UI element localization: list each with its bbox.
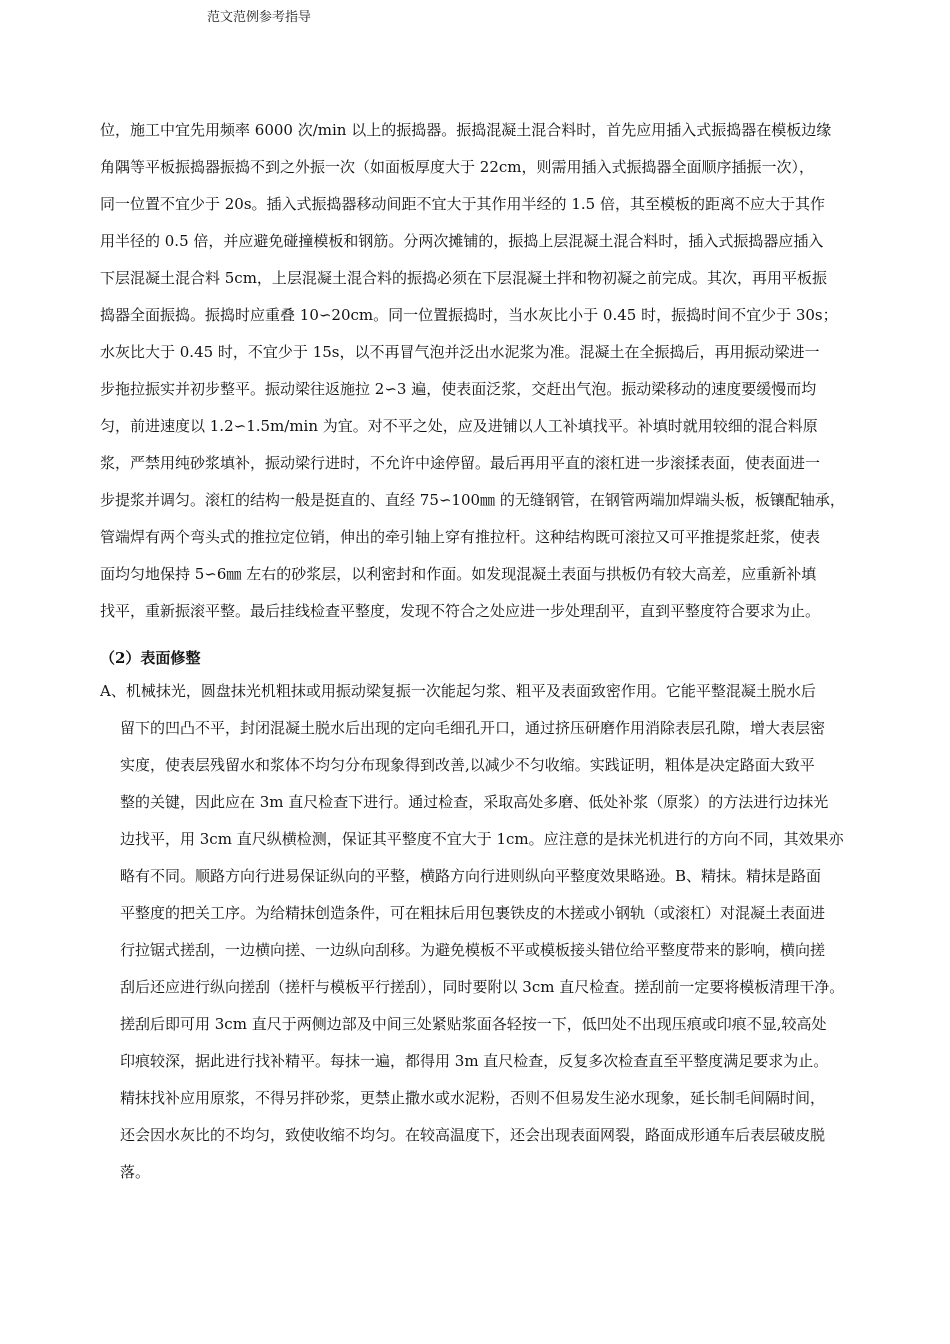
text-line: 找平，重新振滚平整。最后挂线检查平整度，发现不符合之处应进一步处理刮平，直到平整度符合要求为止。	[100, 602, 821, 620]
text-line: 平整度的把关工序。为给精抹创造条件，可在粗抹后用包裹铁皮的木搓或小钢轨（或滚杠）对混凝土表面进	[120, 904, 826, 922]
text-line: 精抹找补应用原浆，不得另拌砂浆，更禁止撒水或水泥粉，否则不但易发生泌水现象，延长制毛间隔时间，	[120, 1089, 826, 1107]
text-line: 还会因水灰比的不均匀，致使收缩不均匀。在较高温度下，还会出现表面网裂，路面成形通车后表层破皮脱	[120, 1126, 826, 1144]
text-line: 水灰比大于 0.45 时，不宜少于 15s，以不再冒气泡并泛出水泥浆为准。混凝土在全振捣后，再用振动梁进一	[100, 343, 820, 361]
section-heading: （2）表面修整	[100, 649, 201, 667]
text-line: 位，施工中宜先用频率 6000 次/min 以上的振捣器。振捣混凝土混合料时，首先应用插入式振捣器在模板边缘	[100, 121, 832, 139]
text-line: 实度，使表层残留水和浆体不均匀分布现象得到改善,以减少不匀收缩。实践证明，粗体是决定路面大致平	[120, 756, 815, 774]
text-line: 略有不同。顺路方向行进易保证纵向的平整，横路方向行进则纵向平整度效果略逊。B、精抹。精抹是路面	[120, 867, 822, 885]
text-line: 刮后还应进行纵向搓刮（搓杆与模板平行搓刮），同时要附以 3cm 直尺检查。搓刮前一定要将模板清理干净。	[120, 978, 845, 996]
text-line: 面均匀地保持 5∽6㎜ 左右的砂浆层，以利密封和作面。如发现混凝土表面与拱板仍有较大高差，应重新补填	[100, 565, 817, 583]
page-header: 范文范例参考指导	[207, 10, 312, 25]
text-line: A、机械抹光，圆盘抹光机粗抹或用振动梁复振一次能起匀浆、粗平及表面致密作用。它能平整混凝土脱水后	[100, 682, 816, 700]
text-line: 行拉锯式搓刮，一边横向搓、一边纵向刮移。为避免模板不平或模板接头错位给平整度带来的影响，横向搓	[120, 941, 826, 959]
text-line: 搓刮后即可用 3cm 直尺于两侧边部及中间三处紧贴浆面各轻按一下，低凹处不出现压痕或印痕不显,较高处	[120, 1015, 827, 1033]
text-line: 步拖拉振实并初步整平。振动梁往返施拉 2∽3 遍，使表面泛浆，交赶出气泡。振动梁移动的速度要缓慢而均	[100, 380, 817, 398]
text-line: 角隅等平板振捣器振捣不到之外振一次（如面板厚度大于 22cm，则需用插入式振捣器全面顺序插振一次），	[100, 158, 814, 176]
text-line: 留下的凹凸不平，封闭混凝土脱水后出现的定向毛细孔开口，通过挤压研磨作用消除表层孔隙，增大表层密	[120, 719, 826, 737]
text-line: 浆，严禁用纯砂浆填补，振动梁行进时，不允许中途停留。最后再用平直的滚杠进一步滚揉表面，使表面进一	[100, 454, 821, 472]
text-line: 步提浆并调匀。滚杠的结构一般是挺直的、直经 75∽100㎜ 的无缝钢管，在钢管两端加焊端头板，板镶配轴承，	[100, 491, 845, 509]
text-line: 下层混凝土混合料 5cm，上层混凝土混合料的振捣必须在下层混凝土拌和物初凝之前完成。其次，再用平板振	[100, 269, 827, 287]
text-line: 整的关键，因此应在 3m 直尺检查下进行。通过检查，采取高处多磨、低处补浆（原浆）的方法进行边抹光	[120, 793, 829, 811]
text-line: 边找平，用 3cm 直尺纵横检测，保证其平整度不宜大于 1cm。应注意的是抹光机进行的方向不同，其效果亦	[120, 830, 844, 848]
text-line: 管端焊有两个弯头式的推拉定位销，伸出的牵引轴上穿有推拉杆。这种结构既可滚拉又可平推提浆赶浆，使表	[100, 528, 821, 546]
text-line: 捣器全面振捣。振捣时应重叠 10∽20cm。同一位置振捣时，当水灰比小于 0.45 时，振捣时间不宜少于 30s；	[100, 306, 838, 324]
text-line: 匀，前进速度以 1.2∽1.5m/min 为宜。对不平之处，应及进铺以人工补填找平。补填时就用较细的混合料原	[100, 417, 818, 435]
text-line: 用半径的 0.5 倍，并应避免碰撞模板和钢筋。分两次摊铺的，振捣上层混凝土混合料时，插入式振捣器应插入	[100, 232, 824, 250]
text-line: 同一位置不宜少于 20s。插入式振捣器移动间距不宜大于其作用半经的 1.5 倍，其至模板的距离不应大于其作	[100, 195, 825, 213]
text-line: 落。	[120, 1163, 151, 1181]
text-line: 印痕较深，据此进行找补精平。每抹一遍，都得用 3m 直尺检查，反复多次检查直至平整度满足要求为止。	[120, 1052, 829, 1070]
